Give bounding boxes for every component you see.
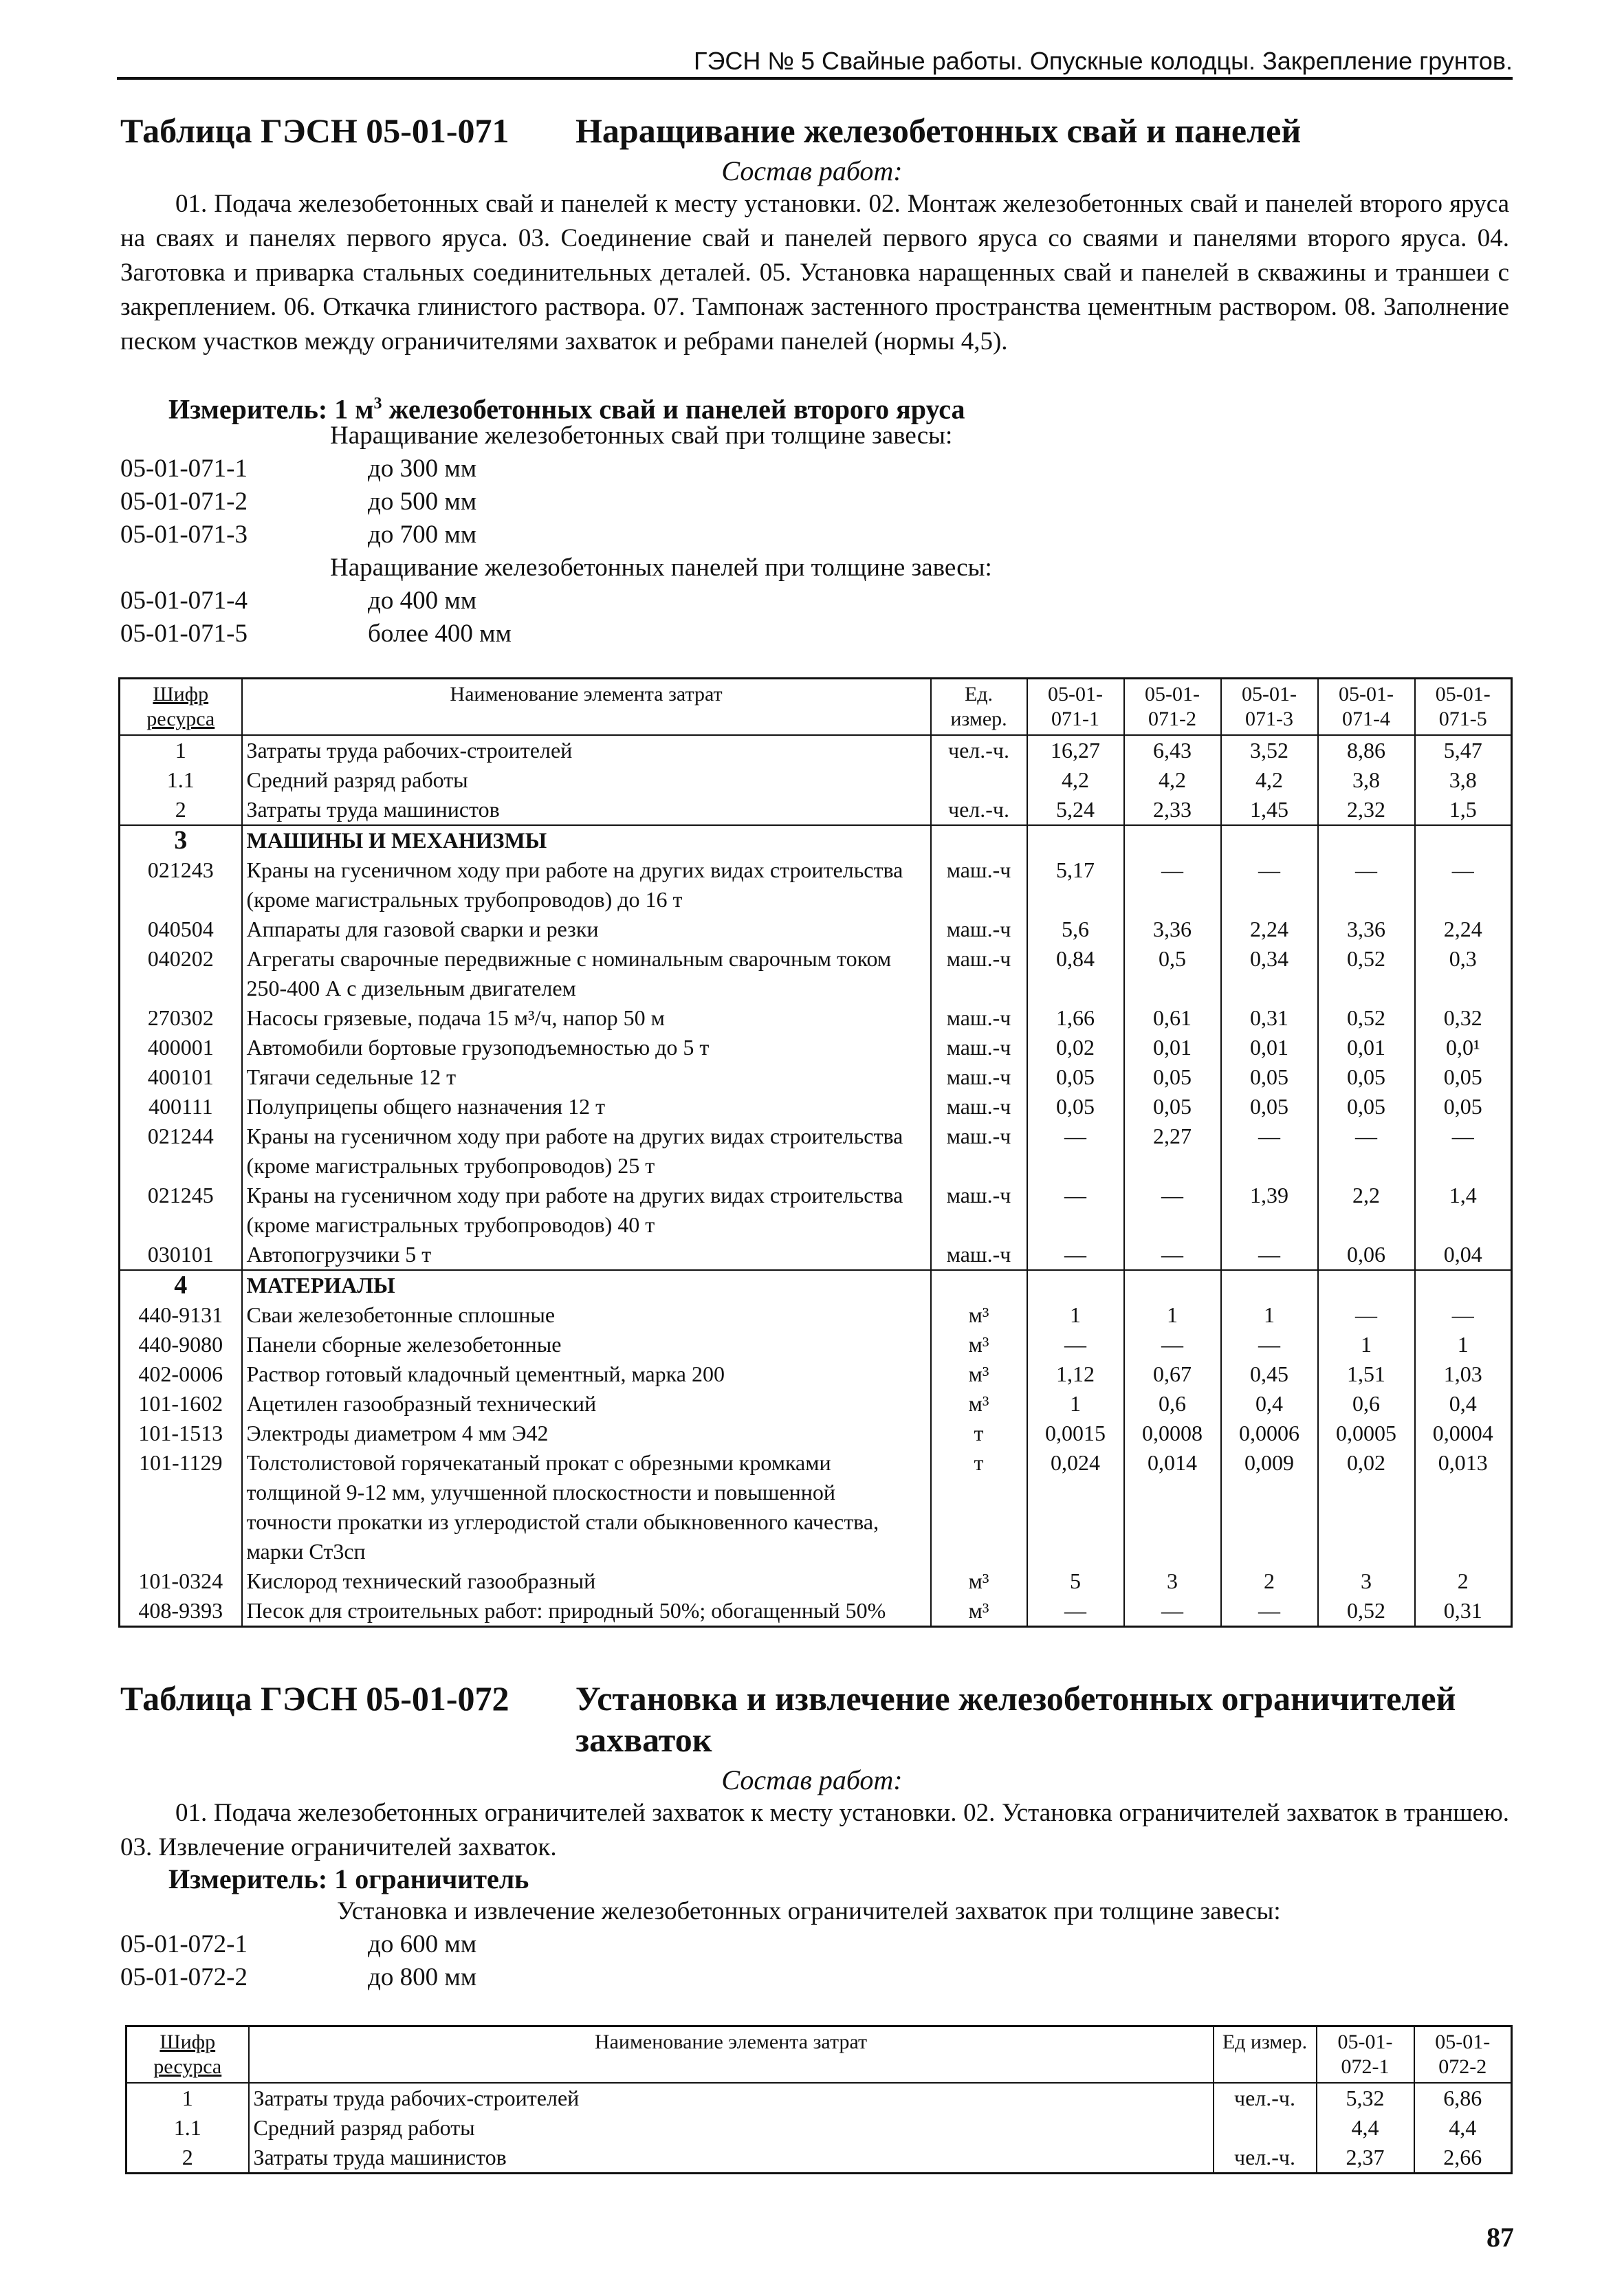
- table-row: [120, 1300, 1512, 1330]
- cell-value: 0,05: [1124, 1062, 1221, 1092]
- cell-value: —: [1221, 1122, 1318, 1181]
- cell-value: 0,61: [1124, 1003, 1221, 1033]
- cell-value: 4,2: [1124, 765, 1221, 795]
- resource-table-1: [118, 677, 1513, 1628]
- cell-value: 8,86: [1318, 735, 1415, 765]
- cell-value: 0,014: [1124, 1448, 1221, 1566]
- table-row: [120, 1596, 1512, 1627]
- cell-value: 3,36: [1318, 915, 1415, 944]
- cell-value: 1,45: [1221, 795, 1318, 825]
- cell-value: 2,66: [1414, 2143, 1512, 2174]
- cell-value: 1: [1415, 1330, 1512, 1359]
- cell-value: 0,05: [1221, 1092, 1318, 1122]
- cell-unit: м³: [931, 1596, 1027, 1627]
- cell-unit: маш.-ч: [931, 1033, 1027, 1062]
- cell-name: Затраты труда машинистов: [249, 2143, 1214, 2174]
- table-row: [127, 2083, 1512, 2113]
- cell-value: —: [1027, 1596, 1124, 1627]
- table-row: [120, 1122, 1512, 1181]
- cell-unit: чел.-ч.: [1214, 2083, 1317, 2113]
- table2-group-title: Установка и извлечение железобетонных ограничителей захваток при толщине завесы:: [337, 1897, 1281, 1925]
- cell-value: 0,4: [1221, 1389, 1318, 1419]
- cell-name: Краны на гусеничном ходу при работе на других видах строительства (кроме магистральных трубопроводов) до 16 т: [242, 855, 931, 915]
- cell-unit: маш.-ч: [931, 1181, 1027, 1240]
- cell-value: 1: [1221, 1300, 1318, 1330]
- cell-value: 0,0015: [1027, 1419, 1124, 1448]
- cell-value: 0,52: [1318, 1596, 1415, 1627]
- cell-value: —: [1318, 855, 1415, 915]
- cell-value: 2,33: [1124, 795, 1221, 825]
- cell-name: Электроды диаметром 4 мм Э42: [242, 1419, 931, 1448]
- cell-code: 040202: [120, 944, 242, 1003]
- cell-value: 16,27: [1027, 735, 1124, 765]
- cell-name: Толстолистовой горячекатаный прокат с обрезными кромками толщиной 9-12 мм, улучшенной плоскостности и повышенной точности прокатки из углеродистой стали обыкновенного качества, марки Ст3сп: [242, 1448, 931, 1566]
- cell-name: Насосы грязевые, подача 15 м³/ч, напор 50 м: [242, 1003, 931, 1033]
- cell-value: 0,05: [1124, 1092, 1221, 1122]
- cell-value: 0,45: [1221, 1359, 1318, 1389]
- cell-value: 1,03: [1415, 1359, 1512, 1389]
- col-header-norm: 05-01-071-5: [1415, 679, 1512, 736]
- cell-code: 440-9131: [120, 1300, 242, 1330]
- cell-value: 0,01: [1221, 1033, 1318, 1062]
- cell-value: 2: [1415, 1566, 1512, 1596]
- cell-name: Раствор готовый кладочный цементный, марка 200: [242, 1359, 931, 1389]
- cell-value: 0,3: [1415, 944, 1512, 1003]
- norm-row: 05-01-071-2 до 500 мм: [120, 488, 477, 516]
- cell-code: 400111: [120, 1092, 242, 1122]
- resource-table-2: [125, 2025, 1513, 2174]
- table-header-row: [120, 679, 1512, 736]
- cell-unit: [1214, 2113, 1317, 2143]
- cell-name: Песок для строительных работ: природный 50%; обогащенный 50%: [242, 1596, 931, 1627]
- cell-unit: маш.-ч: [931, 1240, 1027, 1270]
- cell-value: [1318, 1270, 1415, 1300]
- cell-value: 0,32: [1415, 1003, 1512, 1033]
- col-header-norm: 05-01-072-1: [1317, 2026, 1414, 2084]
- cell-unit: маш.-ч: [931, 1092, 1027, 1122]
- cell-code: 030101: [120, 1240, 242, 1270]
- cell-code: 408-9393: [120, 1596, 242, 1627]
- cell-unit: [931, 765, 1027, 795]
- cell-code: 1.1: [127, 2113, 249, 2143]
- cell-name: Краны на гусеничном ходу при работе на других видах строительства (кроме магистральных трубопроводов) 40 т: [242, 1181, 931, 1240]
- cell-value: —: [1027, 1240, 1124, 1270]
- cell-value: 0,5: [1124, 944, 1221, 1003]
- table-row: [120, 1389, 1512, 1419]
- col-header-norm: 05-01-071-1: [1027, 679, 1124, 736]
- cell-value: 5: [1027, 1566, 1124, 1596]
- cell-name: Сваи железобетонные сплошные: [242, 1300, 931, 1330]
- cell-name: Аппараты для газовой сварки и резки: [242, 915, 931, 944]
- cell-value: 0,04: [1415, 1240, 1512, 1270]
- table1-sostav-label: Состав работ:: [721, 155, 903, 186]
- table-row: [120, 1092, 1512, 1122]
- cell-unit: [931, 825, 1027, 855]
- table-row: [120, 795, 1512, 825]
- cell-code: 101-0324: [120, 1566, 242, 1596]
- cell-value: 5,6: [1027, 915, 1124, 944]
- table-row: [120, 855, 1512, 915]
- cell-code: 400001: [120, 1033, 242, 1062]
- col-header-norm: 05-01-071-3: [1221, 679, 1318, 736]
- cell-value: [1027, 825, 1124, 855]
- cell-value: 4,2: [1221, 765, 1318, 795]
- cell-value: 0,05: [1318, 1092, 1415, 1122]
- cell-value: 0,01: [1318, 1033, 1415, 1062]
- cell-value: 1: [1124, 1300, 1221, 1330]
- cell-value: [1318, 825, 1415, 855]
- cell-code: 3: [120, 825, 242, 855]
- cell-unit: маш.-ч: [931, 1003, 1027, 1033]
- cell-value: 0,31: [1415, 1596, 1512, 1627]
- cell-name: Ацетилен газообразный технический: [242, 1389, 931, 1419]
- cell-code: 1: [120, 735, 242, 765]
- cell-value: 4,4: [1414, 2113, 1512, 2143]
- table1-code: Таблица ГЭСН 05-01-071: [120, 111, 509, 150]
- cell-value: 0,0¹: [1415, 1033, 1512, 1062]
- cell-value: 0,05: [1027, 1062, 1124, 1092]
- cell-value: 0,0008: [1124, 1419, 1221, 1448]
- cell-code: 021244: [120, 1122, 242, 1181]
- section-row: [120, 825, 1512, 855]
- cell-value: 0,6: [1124, 1389, 1221, 1419]
- cell-name: Затраты труда рабочих-строителей: [249, 2083, 1214, 2113]
- cell-value: 0,4: [1415, 1389, 1512, 1419]
- table-row: [127, 2143, 1512, 2174]
- cell-code: 1: [127, 2083, 249, 2113]
- cell-name: МАТЕРИАЛЫ: [242, 1270, 931, 1300]
- cell-code: 021243: [120, 855, 242, 915]
- cell-value: —: [1221, 1240, 1318, 1270]
- table2-title: Установка и извлечение железобетонных ограничителей захваток: [575, 1679, 1456, 1759]
- cell-value: 0,024: [1027, 1448, 1124, 1566]
- cell-value: 2,24: [1415, 915, 1512, 944]
- cell-value: 2,37: [1317, 2143, 1414, 2174]
- cell-unit: т: [931, 1419, 1027, 1448]
- cell-code: 040504: [120, 915, 242, 944]
- cell-code: 2: [127, 2143, 249, 2174]
- cell-value: 6,43: [1124, 735, 1221, 765]
- cell-value: 0,06: [1318, 1240, 1415, 1270]
- cell-value: —: [1221, 1330, 1318, 1359]
- cell-value: [1124, 1270, 1221, 1300]
- cell-value: 3,52: [1221, 735, 1318, 765]
- cell-unit: маш.-ч: [931, 944, 1027, 1003]
- cell-name: Средний разряд работы: [242, 765, 931, 795]
- cell-value: 0,31: [1221, 1003, 1318, 1033]
- table2-measurer: Измеритель: 1 ограничитель: [168, 1863, 529, 1894]
- cell-name: Агрегаты сварочные передвижные с номинальным сварочным током 250-400 А с дизельным двигателем: [242, 944, 931, 1003]
- norm-row: 05-01-071-5 более 400 мм: [120, 620, 512, 648]
- cell-unit: м³: [931, 1359, 1027, 1389]
- cell-value: —: [1318, 1300, 1415, 1330]
- table-row: [120, 915, 1512, 944]
- cell-value: 3: [1124, 1566, 1221, 1596]
- cell-value: —: [1221, 855, 1318, 915]
- cell-value: 4,2: [1027, 765, 1124, 795]
- table1-description: 01. Подача железобетонных свай и панелей к месту установки. 02. Монтаж железобетонных свай и панелей второго яруса на сваях и панелях первого яруса. 03. Соединение свай и панелей первого яруса со сваями и панелями второго яруса. 04. Заготовка и приварка стальных соединительных деталей. 05. Установка наращенных свай и панелей в скважины и траншеи с закреплением. 06. Откачка глинистого раствора. 07. Тампонаж застенного пространства цементным раствором. 08. Заполнение песком участков между ограничителями захваток и ребрами панелей (нормы 4,5).: [120, 190, 1509, 356]
- cell-code: 1.1: [120, 765, 242, 795]
- cell-value: 0,02: [1027, 1033, 1124, 1062]
- cell-value: 5,47: [1415, 735, 1512, 765]
- running-header: ГЭСН № 5 Свайные работы. Опускные колодцы. Закрепление грунтов.: [117, 45, 1513, 80]
- table1-group2-title: Наращивание железобетонных панелей при толщине завесы:: [330, 554, 992, 582]
- cell-value: 0,009: [1221, 1448, 1318, 1566]
- cell-value: —: [1124, 1240, 1221, 1270]
- cell-name: Автопогрузчики 5 т: [242, 1240, 931, 1270]
- cell-value: 0,0005: [1318, 1419, 1415, 1448]
- table1-title: Наращивание железобетонных свай и панелей: [575, 111, 1302, 150]
- cell-unit: т: [931, 1448, 1027, 1566]
- cell-value: —: [1027, 1122, 1124, 1181]
- table-row: [120, 1181, 1512, 1240]
- cell-name: Автомобили бортовые грузоподъемностью до 5 т: [242, 1033, 931, 1062]
- table-row: [120, 1062, 1512, 1092]
- col-header-norm: 05-01-071-2: [1124, 679, 1221, 736]
- table2-sostav-label: Состав работ:: [721, 1764, 903, 1795]
- cell-value: 0,05: [1415, 1062, 1512, 1092]
- cell-value: 0,05: [1318, 1062, 1415, 1092]
- cell-unit: маш.-ч: [931, 1062, 1027, 1092]
- cell-value: 2,32: [1318, 795, 1415, 825]
- norm-row: 05-01-072-1 до 600 мм: [120, 1930, 477, 1958]
- cell-value: [1415, 1270, 1512, 1300]
- table1-group1-title: Наращивание железобетонных свай при толщине завесы:: [330, 422, 953, 450]
- page-number: 87: [1486, 2222, 1514, 2253]
- cell-unit: м³: [931, 1300, 1027, 1330]
- col-header-norm: 05-01-071-4: [1318, 679, 1415, 736]
- norm-row: 05-01-071-4 до 400 мм: [120, 587, 477, 615]
- table-header-row: [127, 2026, 1512, 2084]
- cell-value: 1,5: [1415, 795, 1512, 825]
- cell-value: [1415, 825, 1512, 855]
- cell-code: 400101: [120, 1062, 242, 1092]
- cell-unit: м³: [931, 1330, 1027, 1359]
- cell-value: 1,39: [1221, 1181, 1318, 1240]
- cell-name: Средний разряд работы: [249, 2113, 1214, 2143]
- cell-value: 2,24: [1221, 915, 1318, 944]
- cell-value: 0,05: [1415, 1092, 1512, 1122]
- cell-name: МАШИНЫ И МЕХАНИЗМЫ: [242, 825, 931, 855]
- cell-value: —: [1124, 855, 1221, 915]
- table-row: [120, 1566, 1512, 1596]
- cell-value: 0,05: [1027, 1092, 1124, 1122]
- cell-name: Панели сборные железобетонные: [242, 1330, 931, 1359]
- cell-code: 270302: [120, 1003, 242, 1033]
- col-header-norm: 05-01-072-2: [1414, 2026, 1512, 2084]
- table2-description: 01. Подача железобетонных ограничителей захваток к месту установки. 02. Установка ограничителей захваток в траншею. 03. Извлечение ограничителей захваток.: [120, 1799, 1509, 1861]
- cell-value: 1,12: [1027, 1359, 1124, 1389]
- cell-value: —: [1027, 1330, 1124, 1359]
- col-header-shifr: Шифр ресурса: [127, 2026, 249, 2084]
- cell-value: 0,013: [1415, 1448, 1512, 1566]
- col-header-unit: Ед. измер.: [931, 679, 1027, 736]
- cell-code: 101-1602: [120, 1389, 242, 1419]
- cell-value: —: [1124, 1181, 1221, 1240]
- cell-code: 021245: [120, 1181, 242, 1240]
- cell-unit: [931, 1270, 1027, 1300]
- cell-value: [1221, 1270, 1318, 1300]
- cell-unit: чел.-ч.: [1214, 2143, 1317, 2174]
- table-row: [120, 1033, 1512, 1062]
- cell-name: Полуприцепы общего назначения 12 т: [242, 1092, 931, 1122]
- cell-value: 0,34: [1221, 944, 1318, 1003]
- col-header-name: Наименование элемента затрат: [249, 2026, 1214, 2084]
- cell-code: 440-9080: [120, 1330, 242, 1359]
- cell-value: 0,0004: [1415, 1419, 1512, 1448]
- cell-code: 2: [120, 795, 242, 825]
- cell-code: 101-1513: [120, 1419, 242, 1448]
- cell-value: —: [1027, 1181, 1124, 1240]
- col-header-unit: Ед измер.: [1214, 2026, 1317, 2084]
- cell-value: 1,66: [1027, 1003, 1124, 1033]
- cell-code: 402-0006: [120, 1359, 242, 1389]
- cell-unit: м³: [931, 1389, 1027, 1419]
- norm-row: 05-01-071-3 до 700 мм: [120, 521, 477, 549]
- cell-value: 0,0006: [1221, 1419, 1318, 1448]
- norm-row: 05-01-071-1 до 300 мм: [120, 455, 477, 483]
- cell-value: 3,8: [1415, 765, 1512, 795]
- cell-value: 2,27: [1124, 1122, 1221, 1181]
- cell-value: 0,6: [1318, 1389, 1415, 1419]
- cell-unit: м³: [931, 1566, 1027, 1596]
- cell-code: 101-1129: [120, 1448, 242, 1566]
- cell-value: —: [1415, 855, 1512, 915]
- table-row: [120, 1240, 1512, 1270]
- cell-value: 5,24: [1027, 795, 1124, 825]
- cell-value: —: [1221, 1596, 1318, 1627]
- table-row: [120, 765, 1512, 795]
- cell-unit: чел.-ч.: [931, 735, 1027, 765]
- table1-body: [120, 735, 1512, 1627]
- cell-value: 0,52: [1318, 1003, 1415, 1033]
- cell-name: Затраты труда рабочих-строителей: [242, 735, 931, 765]
- cell-value: [1221, 825, 1318, 855]
- norm-row: 05-01-072-2 до 800 мм: [120, 1963, 477, 1991]
- cell-unit: маш.-ч: [931, 915, 1027, 944]
- table-row: [120, 1359, 1512, 1389]
- cell-value: 0,02: [1318, 1448, 1415, 1566]
- cell-value: 0,05: [1221, 1062, 1318, 1092]
- table-row: [120, 1003, 1512, 1033]
- cell-value: [1027, 1270, 1124, 1300]
- col-header-shifr: Шифр ресурса: [120, 679, 242, 736]
- table-row: [120, 1419, 1512, 1448]
- cell-value: —: [1415, 1300, 1512, 1330]
- cell-unit: маш.-ч: [931, 1122, 1027, 1181]
- cell-value: 0,67: [1124, 1359, 1221, 1389]
- cell-value: 5,17: [1027, 855, 1124, 915]
- cell-value: 3,8: [1318, 765, 1415, 795]
- table1-measurer: Измеритель: 1 $м^3$ железобетонных свай и панелей второго яруса: [168, 393, 965, 425]
- table-row: [120, 735, 1512, 765]
- cell-value: 3: [1318, 1566, 1415, 1596]
- table-row: [120, 944, 1512, 1003]
- cell-code: 4: [120, 1270, 242, 1300]
- cell-name: Затраты труда машинистов: [242, 795, 931, 825]
- cell-value: —: [1124, 1596, 1221, 1627]
- table2-heading: [120, 1678, 1509, 1762]
- cell-value: —: [1415, 1122, 1512, 1181]
- col-header-name: Наименование элемента затрат: [242, 679, 931, 736]
- cell-value: 1: [1027, 1389, 1124, 1419]
- cell-value: 1: [1318, 1330, 1415, 1359]
- table2-body: [127, 2083, 1512, 2174]
- cell-value: 1,51: [1318, 1359, 1415, 1389]
- cell-value: 1: [1027, 1300, 1124, 1330]
- cell-value: 2,2: [1318, 1181, 1415, 1240]
- cell-value: 1,4: [1415, 1181, 1512, 1240]
- table-row: [127, 2113, 1512, 2143]
- cell-value: [1124, 825, 1221, 855]
- cell-value: —: [1318, 1122, 1415, 1181]
- cell-value: 5,32: [1317, 2083, 1414, 2113]
- cell-unit: маш.-ч: [931, 855, 1027, 915]
- cell-name: Краны на гусеничном ходу при работе на других видах строительства (кроме магистральных трубопроводов) 25 т: [242, 1122, 931, 1181]
- cell-value: 0,52: [1318, 944, 1415, 1003]
- table-row: [120, 1330, 1512, 1359]
- cell-unit: чел.-ч.: [931, 795, 1027, 825]
- table2-code: Таблица ГЭСН 05-01-072: [120, 1679, 509, 1718]
- cell-name: Тягачи седельные 12 т: [242, 1062, 931, 1092]
- section-row: [120, 1270, 1512, 1300]
- cell-value: 0,01: [1124, 1033, 1221, 1062]
- cell-value: 4,4: [1317, 2113, 1414, 2143]
- table-row: [120, 1448, 1512, 1566]
- cell-value: 3,36: [1124, 915, 1221, 944]
- cell-name: Кислород технический газообразный: [242, 1566, 931, 1596]
- cell-value: 2: [1221, 1566, 1318, 1596]
- cell-value: 0,84: [1027, 944, 1124, 1003]
- cell-value: 6,86: [1414, 2083, 1512, 2113]
- cell-value: —: [1124, 1330, 1221, 1359]
- table1-heading: [120, 110, 1509, 153]
